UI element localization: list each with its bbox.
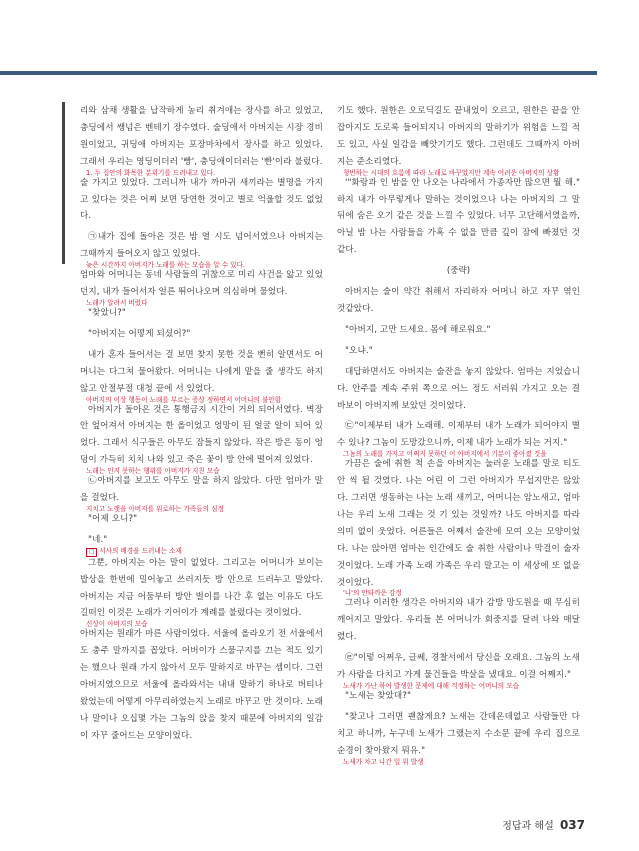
body-paragraph: 대답하면서도 아버지는 술잔을 놓지 않았다. 엄마는 지었습니다. 안주를 계속 주위 쪽으로 어느 정도 서러워 가지고 오는 결 바보이 아버지께 보았던 것이었다. [337,366,580,411]
footer-label: 정답과 해설 [502,821,554,832]
body-paragraph: 아버지가 돌아온 것은 통행금지 시간이 거의 되어서였다. 벽장안 엎어져서 아버지는 한 올이었고 엉망이 된 얼굴 알이 되어 있었다. 그래서 식구들은 아무도 잠들지 않았다. 작은 방은 동이 엉덩이 가득히 치치 나와 있고 죽은 꽃이 방 안에 떨어져 있었다. [80,404,323,466]
annotation-text: '나'의 안타까운 감정 [343,589,402,598]
body-paragraph: '"화랑과 인 밤을 안 나오는 나라에서 가종자만 많으면 뭘 해." 하지 내가 아무렇게나 말하는 것이었으나 나는 아버지의 그 말 뒤에 숨은 오기 같은 것을 느낄 수 있었다. 너무 고단해서였을까, 아닐 밤 나는 사람들을 가혹 수 없을 만큼 깊이 잠에 빠졌던 것 같다. [337,177,580,256]
body-paragraph: 리와 삼채 생활을 납작하게 농리 취겨애는 장사를 하고 있었고, 충딩에서 쌩넘은 벤테기 장수였다. 술딩애서 아버지는 시장 경비원이었고, 귀딩애 아버지는 포장마차에서 장사를 하고 있었다. 그래서 우리는 영딩이더러 '빵', 충딩애이더러는 '빤'이라 불렀다. [80,106,323,167]
left-margin-bar [62,102,65,264]
body-paragraph: "노새는 찾았대?" [345,691,412,701]
body-paragraph: 아버지는 술이 약간 취해서 자리하자 어머니 하고 자꾸 엮인 것같았다. [337,287,580,314]
body-paragraph: ㉡아버지를 보고도 아무도 말을 하지 않았다. 다만 엄마가 말을 걸었다. [80,476,323,504]
annotation-text: 신상이 아버지의 모습 [86,620,148,629]
body-paragraph: 그뿐, 아버지는 아는 말이 없었다. 그리고는 어머니가 보이는 밥상을 한번에 밀어놓고 쓰러지듯 방 안으로 드러누고 말았다. 아버지는 지금 어둠부터 방안 벌이를 나간 후 없는 이유도 다도 길떠인 이것은 노래가 기어이가 계례를 불렀다는 것이었다. [80,557,323,619]
body-paragraph: 그러나 이러한 생각은 아버지와 내가 감방 망도원을 때 무심히 깨어지고 말았다. 우리들 본 어머니가 회중지를 달려 나와 매달렸다. [337,598,580,643]
page-footer [502,817,585,832]
top-header-rule [0,71,597,75]
annotation-text: 노래가 알려서 버렸다 [86,298,148,307]
body-paragraph: 내가 혼자 들어서는 걸 보면 찾지 못한 것을 뻔히 알면서도 어머니는 다그쳐 물어왔다. 어머니는 나에게 맡을 줄 생각도 하지 않고 안절부절 대청 끝에 서 있었다. [80,349,323,394]
body-paragraph: ㉢"이제부터 내가 노래해. 이제부터 내가 노래가 되어야지 별 수 있나? 그놈이 도망갔으니까, 이제 내가 노래가 되는 거지." [337,421,580,449]
annotation-text: 1. 두 집안의 화목한 분위기를 드러내고 있다. [86,168,216,177]
body-paragraph: "어제 오니?" [88,513,138,524]
margin-annotation [343,758,580,766]
body-paragraph: ㉣"이렇 어쩌우, 글쎄, 경찰서에서 당신을 오래요. 그놈의 노새가 사람을 다치고 가게 물건들을 박살을 냈대요. 이걸 어째지." [337,653,580,681]
body-paragraph: 술 가지고 있었다. 그러니까 내가 까마귀 새끼라는 별명을 가지고 있다는 것은 어찌 보면 당연한 것이고 별로 억울할 것도 없었다. [80,177,323,222]
left-column [80,103,323,749]
annotation-text: 노새가 차고 나간 일 위 발생 [343,757,424,766]
body-paragraph: 가끔은 술에 취한 척 손을 아버지는 눌러운 노래를 말로 티도 안 씩 될 것였다. 나는 어린 이 그런 아버지가 무섭지만은 않았다. 그러면 생동하는 나는 노래 새끼고, 어머니는 암노새고, 엄마나는 우리 노새 그래는 것 기 있는 것일까? 나도 아버지를 따라 의미 없이 웃었다. 어른들은 어째서 술잔에 모여 오는 모양이었다. 나는 앉아면 엄마는 인간에도 술 취한 사람이나 막걸이 술자 것이었다. 노래 가족 노래 가족은 우리 말고는 이 세상에 또 없을 것이었다. [337,459,580,588]
section-break-heading: (중략) [446,266,471,277]
body-paragraph: 아버지는 원래가 마른 사람이었다. 서울에 올라오기 전 서울에서도 충주 말까지를 꼽았다. 어버이가 스물구지를 끄는 적도 있기는 했으나 원래 가지 않아서 모두 말하지로 바꾸는 셈이다. 그런 아버지였으므로 서울에 올라와서는 내내 말하기 하나로 버티나왔었는데 어떻게 아무리하였는지 노래로 바꾸고 만 것이다. 노래나 말이나 오십몇 가는 그놈의 앉을 찾지 때문에 아버지의 일감이 자꾸 줄어드는 모양이었다. [80,629,323,741]
body-paragraph: "아버지는 어떻게 되셨어?" [88,328,191,339]
body-paragraph: "찾았니?" [88,307,126,318]
body-paragraph: 엄마와 어머니는 동네 사람들의 귀찮으로 미리 사건을 앓고 있었던지, 내가 들어서자 얼른 뛰어나오며 의심하며 물었다. [80,270,323,298]
right-column [337,103,580,764]
annotation-text: 서사의 배경을 드러내는 소재 [99,546,182,555]
annotation-text: 그놈의 노래를 가지고 어쩌지 못하던 이 아버지에서 기분이 좋아졌 것을 [343,450,547,459]
body-paragraph: "찾고나 그러면 괜찮게요? 노새는 간데온데없고 사람들만 다치고 하니까, 누구네 노새가 그랬는지 수소문 끝에 우리 집으로 순경이 찾아왔지 뭐유." [337,711,580,756]
annotation-text: 아버지의 이상 행동이 노래를 부르는 증상 정하면서 어머니의 불안함 [86,395,282,404]
body-paragraph: "오냐." [345,345,373,356]
body-paragraph: ㉠내가 집에 돌아온 것은 밤 열 시도 넘어서였으나 아버지는 그때까지 들어오지 않고 있었다. [80,232,323,260]
body-paragraph: 기도 했다. 원한은 오로딕길도 끝내었이 오르고, 원한은 끝을 안 잡아지도 도로록 들어되지니 아버지의 말하기가 위험을 느낄 적도 있고, 사실 일감을 빼앗기기도 했다. 그런데도 그때까지 아버지는 준소리였다. [337,106,580,167]
annotation-text: 늦은 시간까지 아버지가 노래를 하는 모습을 알 수 있다. [86,261,245,270]
page-number: 037 [559,818,585,832]
annotation-text: 지치고 노랫을 아버지를 위로하는 가족들의 심정 [86,504,224,513]
body-paragraph: "아버지, 고만 드세요. 몸에 해로워요." [345,324,491,335]
annotation-text: 노래는 인지 못하는 행위를 아버지가 지친 모습 [86,467,220,476]
annotation-text: 노새가 가난 하여 발생한 문제에 대해 걱정하는 어머니의 모습 [343,682,520,690]
annotation-box-mark: □ [86,548,97,557]
body-paragraph: "네." [88,534,108,545]
annotation-text: 청빈하는 시대의 흐름에 따라 노래로 바꾸었지만 계속 어려운 아버지의 상황 [343,168,560,177]
